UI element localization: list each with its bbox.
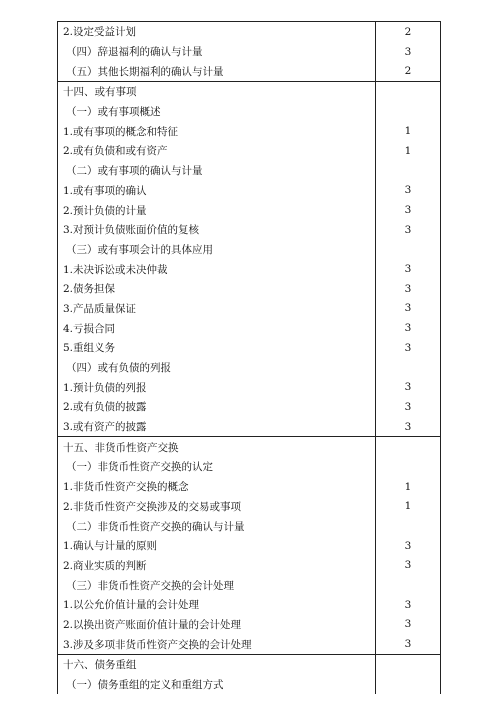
level-cell: 3 [404,282,412,295]
level-cell [376,82,440,102]
level-cell [376,655,440,675]
topic-cell: 十六、债务重组 [58,655,376,675]
level-cell: 3 [404,341,412,354]
table-row [58,437,440,457]
level-cell [376,161,440,181]
topic-cell: 3.产品质量保证 [58,299,376,319]
table-section [58,437,440,655]
level-cell [376,675,440,695]
topic-cell: 2.或有负债和或有资产 [58,141,376,161]
topic-cell: 2.商业实质的判断 [58,556,376,576]
table-row [58,141,440,161]
table-row [58,497,440,517]
table-row [58,102,440,122]
level-cell [376,240,440,260]
table-row [58,575,440,595]
table-row [58,22,440,42]
table-row [58,556,440,576]
table-row [58,299,440,319]
topic-cell: 十四、或有事项 [58,82,376,102]
table-row [58,42,440,62]
table-section [58,22,440,82]
level-cell: 2 [404,25,412,38]
topic-cell: 2.或有负债的披露 [58,397,376,417]
table-row [58,397,440,417]
level-cell: 3 [404,204,412,217]
table-row [58,675,440,695]
topic-cell: 十五、非货币性资产交换 [58,437,376,457]
level-cell: 1 [404,500,412,513]
table-row [58,516,440,536]
level-cell: 3 [404,223,412,236]
topic-cell: 3.或有资产的披露 [58,417,376,437]
level-cell: 3 [404,400,412,413]
topic-cell: （二）或有事项的确认与计量 [58,161,376,181]
table-row [58,358,440,378]
table-row [58,240,440,260]
level-cell: 3 [404,184,412,197]
table-section [58,82,440,437]
topic-cell: 2.债务担保 [58,279,376,299]
table-row [58,220,440,240]
topic-cell: （一）或有事项概述 [58,102,376,122]
topic-cell: （一）债务重组的定义和重组方式 [58,675,376,695]
table-row [58,338,440,358]
topic-cell: （五）其他长期福利的确认与计量 [58,61,376,81]
topic-cell: 2.设定受益计划 [58,22,376,42]
table-row [58,477,440,497]
table-row [58,200,440,220]
level-cell: 3 [404,559,412,572]
level-cell: 1 [404,480,412,493]
topic-cell: 1.以公允价值计量的会计处理 [58,595,376,615]
topic-cell: 4.亏损合同 [58,318,376,338]
table-row [58,181,440,201]
level-cell [376,437,440,457]
topic-cell: 1.未决诉讼或未决仲裁 [58,259,376,279]
topic-cell: 3.涉及多项非货币性资产交换的会计处理 [58,634,376,654]
table-row [58,655,440,675]
topic-cell: （三）非货币性资产交换的会计处理 [58,575,376,595]
level-cell [376,516,440,536]
topic-cell: （三）或有事项会计的具体应用 [58,240,376,260]
level-cell: 2 [404,65,412,78]
topic-cell: （一）非货币性资产交换的认定 [58,457,376,477]
level-cell [376,575,440,595]
topic-cell: 1.非货币性资产交换的概念 [58,477,376,497]
topic-cell: 1.确认与计量的原则 [58,536,376,556]
table-row [58,61,440,81]
table-row [58,615,440,635]
table-row [58,279,440,299]
level-cell: 3 [404,618,412,631]
table-section [58,655,440,694]
table-row [58,595,440,615]
topic-cell: （四）或有负债的列报 [58,358,376,378]
topic-cell: 2.以换出资产账面价值计量的会计处理 [58,615,376,635]
topic-cell: 3.对预计负债账面价值的复核 [58,220,376,240]
table-row [58,259,440,279]
topic-cell: 1.或有事项的确认 [58,181,376,201]
topic-cell: 2.非货币性资产交换涉及的交易或事项 [58,497,376,517]
table-row [58,82,440,102]
table-row [58,417,440,437]
table-row [58,377,440,397]
level-cell: 3 [404,598,412,611]
level-cell [376,457,440,477]
level-cell: 3 [404,539,412,552]
level-cell [376,102,440,122]
level-cell: 3 [404,381,412,394]
level-cell: 3 [404,45,412,58]
table-row [58,457,440,477]
level-cell: 3 [404,420,412,433]
level-cell [376,358,440,378]
topic-cell: （二）非货币性资产交换的确认与计量 [58,516,376,536]
topic-cell: 5.重组义务 [58,338,376,358]
level-cell: 1 [404,125,412,138]
topic-cell: 1.预计负债的列报 [58,377,376,397]
level-cell: 3 [404,302,412,315]
table-row [58,318,440,338]
table-row [58,121,440,141]
level-cell: 3 [404,322,412,335]
table-row [58,161,440,181]
level-cell: 1 [404,144,412,157]
topic-cell: 1.或有事项的概念和特征 [58,121,376,141]
table-row [58,634,440,654]
level-cell: 3 [404,263,412,276]
topic-cell: （四）辞退福利的确认与计量 [58,42,376,62]
syllabus-table [57,21,441,694]
topic-cell: 2.预计负债的计量 [58,200,376,220]
level-cell: 3 [404,638,412,651]
table-row [58,536,440,556]
